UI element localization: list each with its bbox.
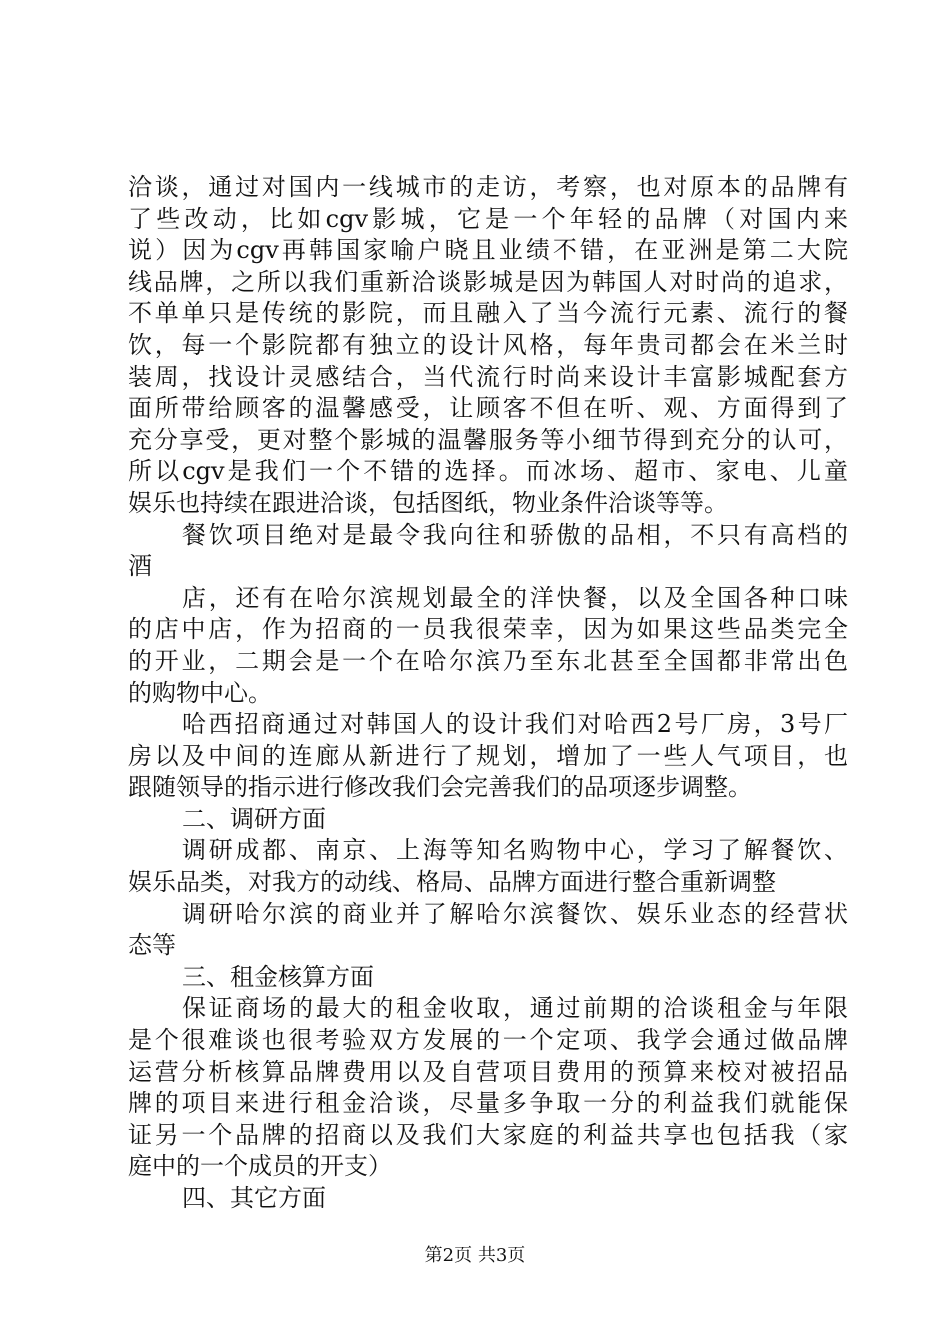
text-line: 牌的项目来进行租金洽谈，尽量多争取一分的利益我们就能保: [128, 1089, 848, 1118]
text-line: 娱乐也持续在跟进洽谈，包括图纸，物业条件洽谈等等。: [128, 488, 728, 517]
text-line: 所以cgv是我们一个不错的选择。而冰场、超市、家电、儿童: [128, 457, 848, 486]
text-line: 证另一个品牌的招商以及我们大家庭的利益共享也包括我（家: [128, 1120, 848, 1149]
text-line: 运营分析核算品牌费用以及自营项目费用的预算来校对被招品: [128, 1057, 848, 1086]
paragraph-first-line: 调研哈尔滨的商业并了解哈尔滨餐饮、娱乐业态的经营状: [182, 899, 848, 928]
text-line: 了些改动，比如cgv影城，它是一个年轻的品牌（对国内来: [128, 204, 848, 233]
text-line: 的开业，二期会是一个在哈尔滨乃至东北甚至全国都非常出色: [128, 646, 848, 675]
text-line: 装周，找设计灵感结合，当代流行时尚来设计丰富影城配套方: [128, 362, 848, 391]
text-line: 线品牌，之所以我们重新洽谈影城是因为韩国人对时尚的追求，: [128, 267, 848, 296]
section-heading: 三、租金核算方面: [182, 962, 374, 991]
text-line: 饮，每一个影院都有独立的设计风格，每年贵司都会在米兰时: [128, 330, 848, 359]
document-body: [128, 172, 848, 1215]
text-line: 充分享受，更对整个影城的温馨服务等小细节得到充分的认可，: [128, 425, 848, 454]
text-line: 房以及中间的连廊从新进行了规划，增加了一些人气项目，也: [128, 741, 848, 770]
text-line: 庭中的一个成员的开支）: [128, 1152, 392, 1181]
text-line: 面所带给顾客的温馨感受，让顾客不但在听、观、方面得到了: [128, 394, 848, 423]
text-line: 娱乐品类，对我方的动线、格局、品牌方面进行整合重新调整: [128, 868, 776, 897]
text-line: 的店中店，作为招商的一员我很荣幸，因为如果这些品类完全: [128, 615, 848, 644]
text-line: 的购物中心。: [128, 678, 272, 707]
text-line: 跟随领导的指示进行修改我们会完善我们的品项逐步调整。: [128, 773, 752, 802]
paragraph-first-line: 店，还有在哈尔滨规划最全的洋快餐，以及全国各种口味: [182, 583, 848, 612]
text-line: 不单单只是传统的影院，而且融入了当今流行元素、流行的餐: [128, 299, 848, 328]
paragraph-first-line: 保证商场的最大的租金收取，通过前期的洽谈租金与年限: [182, 994, 848, 1023]
text-line: 是个很难谈也很考验双方发展的一个定项、我学会通过做品牌: [128, 1026, 848, 1055]
text-line: 态等: [128, 931, 176, 960]
text-line: 酒: [128, 552, 152, 581]
paragraph-first-line: 哈西招商通过对韩国人的设计我们对哈西2号厂房，3号厂: [182, 710, 848, 739]
section-heading: 二、调研方面: [182, 804, 326, 833]
text-line: 说）因为cgv再韩国家喻户晓且业绩不错，在亚洲是第二大院: [128, 236, 848, 265]
text-line: 洽谈，通过对国内一线城市的走访，考察，也对原本的品牌有: [128, 173, 848, 201]
paragraph-first-line: 餐饮项目绝对是最令我向往和骄傲的品相，不只有高档的: [182, 520, 848, 549]
page-number-footer: 第2页 共3页: [424, 1245, 526, 1266]
section-heading: 四、其它方面: [182, 1184, 326, 1212]
paragraph-first-line: 调研成都、南京、上海等知名购物中心，学习了解餐饮、: [182, 836, 848, 865]
